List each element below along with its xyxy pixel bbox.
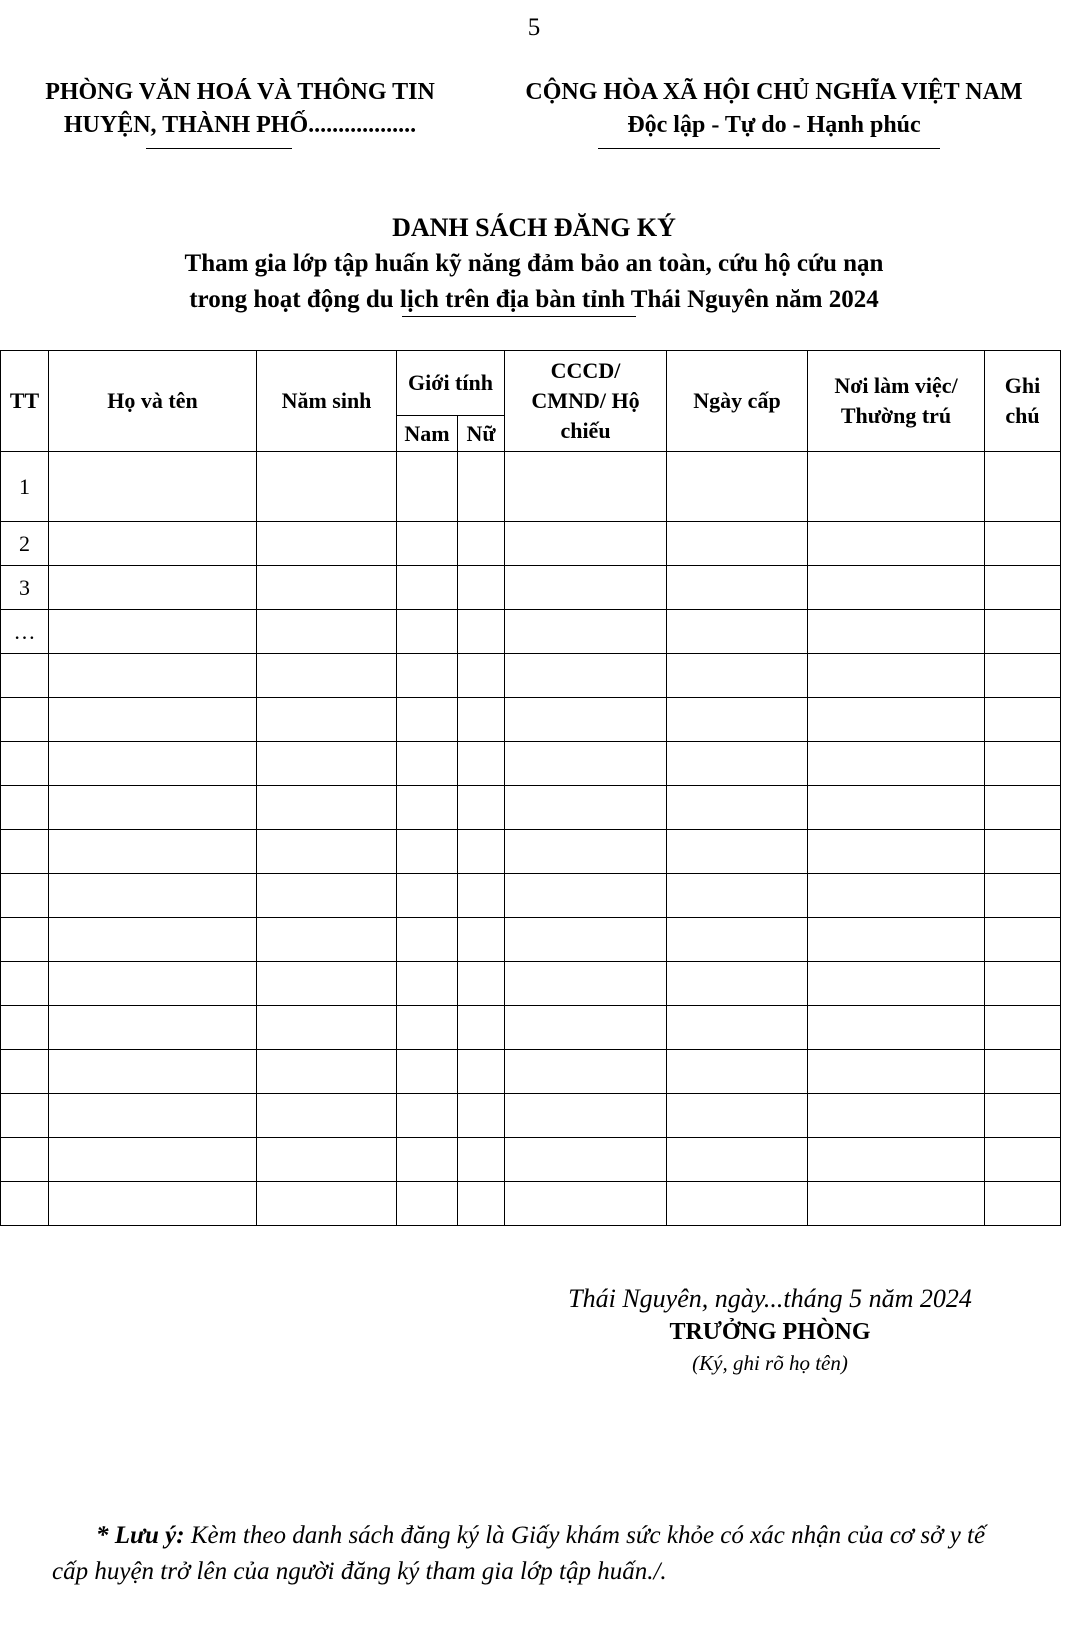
table-cell <box>985 830 1061 874</box>
signature-title: TRƯỞNG PHÒNG <box>669 1319 871 1345</box>
table-cell <box>458 874 505 918</box>
table-cell <box>808 654 985 698</box>
table-cell <box>667 874 808 918</box>
table-cell <box>257 1138 397 1182</box>
table-cell <box>257 962 397 1006</box>
table-cell <box>458 610 505 654</box>
table-cell <box>397 522 458 566</box>
table-cell <box>49 742 257 786</box>
table-cell <box>505 1006 667 1050</box>
table-cell <box>257 786 397 830</box>
title-underline <box>402 316 636 317</box>
agency-underline <box>146 148 292 149</box>
table-cell <box>667 962 808 1006</box>
table-cell <box>397 962 458 1006</box>
table-cell <box>985 1050 1061 1094</box>
table-cell <box>985 874 1061 918</box>
footnote-text: Kèm theo danh sách đăng ký là Giấy khám sức khỏe có xác nhận của cơ sở y tế cấp huyện trở lên của người đăng ký tham gia lớp tập huấn./. <box>52 1522 986 1585</box>
table-cell <box>397 1094 458 1138</box>
table-cell <box>49 874 257 918</box>
table-cell <box>505 742 667 786</box>
table-cell <box>505 698 667 742</box>
row-number <box>1 698 49 742</box>
footnote-lead: * Lưu ý: <box>96 1522 185 1549</box>
table-cell <box>49 1138 257 1182</box>
table-cell <box>985 918 1061 962</box>
table-cell <box>397 1006 458 1050</box>
table-cell <box>667 452 808 522</box>
table-cell <box>257 1094 397 1138</box>
table-cell <box>808 1006 985 1050</box>
table-cell <box>808 1182 985 1226</box>
footnote <box>52 1518 1012 1590</box>
table-row <box>1 874 1061 918</box>
table-cell <box>667 1094 808 1138</box>
table-cell <box>458 1006 505 1050</box>
table-cell <box>808 742 985 786</box>
row-number <box>1 830 49 874</box>
table-cell <box>667 1182 808 1226</box>
row-number: 2 <box>1 522 49 566</box>
table-cell <box>257 698 397 742</box>
table-row <box>1 962 1061 1006</box>
table-cell <box>49 830 257 874</box>
header-workplace-line-1: Nơi làm việc/ <box>834 373 958 398</box>
table-row <box>1 742 1061 786</box>
table-row <box>1 522 1061 566</box>
table-cell <box>505 452 667 522</box>
header-birth-year: Năm sinh <box>257 351 397 452</box>
table-row <box>1 830 1061 874</box>
table-cell <box>808 1138 985 1182</box>
table-cell <box>505 918 667 962</box>
table-row <box>1 1094 1061 1138</box>
table-cell <box>397 830 458 874</box>
table-cell <box>257 874 397 918</box>
table-cell <box>397 742 458 786</box>
table-cell <box>397 874 458 918</box>
table-cell <box>808 874 985 918</box>
table-cell <box>458 566 505 610</box>
table-cell <box>808 918 985 962</box>
header-issue-date: Ngày cấp <box>667 351 808 452</box>
table-cell <box>667 654 808 698</box>
table-cell <box>667 698 808 742</box>
table-cell <box>458 786 505 830</box>
row-number <box>1 1050 49 1094</box>
table-cell <box>49 786 257 830</box>
header-id-line-3: chiếu <box>560 418 611 443</box>
row-number <box>1 1138 49 1182</box>
table-cell <box>49 1094 257 1138</box>
table-cell <box>49 610 257 654</box>
agency-line-2: HUYỆN, THÀNH PHỐ.................. <box>63 112 417 138</box>
table-row <box>1 1006 1061 1050</box>
header-id-number <box>505 351 667 452</box>
signature-date: Thái Nguyên, ngày...tháng 5 năm 2024 <box>568 1284 972 1313</box>
table-cell <box>667 786 808 830</box>
table-cell <box>667 610 808 654</box>
table-cell <box>458 698 505 742</box>
table-cell <box>458 1094 505 1138</box>
table-cell <box>257 742 397 786</box>
table-cell <box>808 698 985 742</box>
table-cell <box>257 1182 397 1226</box>
row-number: … <box>1 610 49 654</box>
national-heading <box>482 76 1066 142</box>
table-cell <box>808 1050 985 1094</box>
header-note-line-2: chú <box>1005 403 1040 428</box>
table-row <box>1 698 1061 742</box>
table-cell <box>49 1182 257 1226</box>
national-motto: Độc lập - Tự do - Hạnh phúc <box>627 112 921 138</box>
table-row <box>1 654 1061 698</box>
header-note-line-1: Ghi <box>1004 373 1041 398</box>
table-cell <box>458 962 505 1006</box>
signature-note: (Ký, ghi rõ họ tên) <box>692 1351 848 1375</box>
table-cell <box>985 566 1061 610</box>
table-cell <box>667 830 808 874</box>
table-cell <box>397 1138 458 1182</box>
table-cell <box>505 1138 667 1182</box>
table-cell <box>505 786 667 830</box>
document-title <box>0 210 1068 318</box>
table-cell <box>257 1050 397 1094</box>
table-cell <box>667 522 808 566</box>
table-cell <box>985 654 1061 698</box>
table-cell <box>257 918 397 962</box>
table-cell <box>808 610 985 654</box>
table-row <box>1 918 1061 962</box>
table-cell <box>505 566 667 610</box>
signature-block <box>520 1282 1020 1378</box>
table-cell <box>505 654 667 698</box>
table-row <box>1 566 1061 610</box>
table-cell <box>808 452 985 522</box>
table-cell <box>505 1182 667 1226</box>
table-cell <box>985 1138 1061 1182</box>
header-male: Nam <box>397 416 458 452</box>
table-cell <box>257 566 397 610</box>
table-cell <box>397 610 458 654</box>
table-cell <box>505 522 667 566</box>
table-cell <box>49 566 257 610</box>
agency-line-1: PHÒNG VĂN HOÁ VÀ THÔNG TIN <box>45 79 435 105</box>
table-cell <box>808 1094 985 1138</box>
header-tt: TT <box>1 351 49 452</box>
table-cell <box>505 874 667 918</box>
table-cell <box>667 1050 808 1094</box>
table-cell <box>458 654 505 698</box>
table-cell <box>257 452 397 522</box>
table-cell <box>505 610 667 654</box>
table-row <box>1 1182 1061 1226</box>
table-cell <box>49 522 257 566</box>
table-cell <box>985 522 1061 566</box>
table-body <box>1 452 1061 1226</box>
header-note <box>985 351 1061 452</box>
row-number <box>1 1182 49 1226</box>
table-cell <box>49 452 257 522</box>
table-cell <box>458 1182 505 1226</box>
table-cell <box>458 452 505 522</box>
table-row <box>1 1050 1061 1094</box>
table-cell <box>458 918 505 962</box>
table-row <box>1 452 1061 522</box>
table-cell <box>505 830 667 874</box>
table-cell <box>257 610 397 654</box>
table-cell <box>397 566 458 610</box>
table-row <box>1 610 1061 654</box>
row-number: 1 <box>1 452 49 522</box>
table-cell <box>397 698 458 742</box>
table-cell <box>49 654 257 698</box>
table-cell <box>397 918 458 962</box>
table-cell <box>985 742 1061 786</box>
table-cell <box>985 1182 1061 1226</box>
table-cell <box>808 830 985 874</box>
header-gender: Giới tính <box>397 351 505 416</box>
table-cell <box>667 1138 808 1182</box>
row-number <box>1 1094 49 1138</box>
page-number: 5 <box>527 14 541 41</box>
row-number <box>1 962 49 1006</box>
row-number <box>1 742 49 786</box>
table-cell <box>458 1050 505 1094</box>
table-cell <box>985 1094 1061 1138</box>
table-cell <box>257 830 397 874</box>
header-workplace-line-2: Thường trú <box>840 403 952 428</box>
table-cell <box>667 742 808 786</box>
table-cell <box>808 522 985 566</box>
table-row <box>1 786 1061 830</box>
table-cell <box>505 1050 667 1094</box>
table-cell <box>505 962 667 1006</box>
table-cell <box>458 522 505 566</box>
motto-underline <box>598 148 940 149</box>
issuing-agency <box>4 76 476 142</box>
table-cell <box>458 830 505 874</box>
table-cell <box>49 698 257 742</box>
table-cell <box>397 654 458 698</box>
table-cell <box>397 1182 458 1226</box>
registration-table <box>0 350 1061 1226</box>
table-cell <box>808 962 985 1006</box>
title-main: DANH SÁCH ĐĂNG KÝ <box>392 213 676 242</box>
table-cell <box>397 786 458 830</box>
header-id-line-1: CCCD/ <box>550 358 621 383</box>
table-cell <box>808 786 985 830</box>
country-name: CỘNG HÒA XÃ HỘI CHỦ NGHĨA VIỆT NAM <box>525 79 1023 105</box>
table-cell <box>397 1050 458 1094</box>
table-cell <box>667 566 808 610</box>
title-sub-line-2: trong hoạt động du lịch trên địa bàn tỉnh Thái Nguyên năm 2024 <box>189 286 879 313</box>
row-number: 3 <box>1 566 49 610</box>
table-cell <box>808 566 985 610</box>
table-cell <box>49 962 257 1006</box>
table-cell <box>985 610 1061 654</box>
table-cell <box>397 452 458 522</box>
table-cell <box>985 786 1061 830</box>
header-female: Nữ <box>458 416 505 452</box>
title-sub-line-1: Tham gia lớp tập huấn kỹ năng đảm bảo an toàn, cứu hộ cứu nạn <box>184 250 884 277</box>
row-number <box>1 918 49 962</box>
table-cell <box>505 1094 667 1138</box>
table-cell <box>458 1138 505 1182</box>
table-cell <box>49 1050 257 1094</box>
table-cell <box>257 522 397 566</box>
table-cell <box>257 654 397 698</box>
row-number <box>1 654 49 698</box>
row-number <box>1 874 49 918</box>
table-cell <box>458 742 505 786</box>
table-cell <box>257 1006 397 1050</box>
table-cell <box>985 698 1061 742</box>
header-id-line-2: CMND/ Hộ <box>531 388 640 413</box>
table-row <box>1 1138 1061 1182</box>
header-name: Họ và tên <box>49 351 257 452</box>
table-cell <box>985 962 1061 1006</box>
table-cell <box>985 452 1061 522</box>
table-cell <box>49 1006 257 1050</box>
table-cell <box>667 1006 808 1050</box>
table-cell <box>985 1006 1061 1050</box>
table-cell <box>49 918 257 962</box>
header-workplace <box>808 351 985 452</box>
table-cell <box>667 918 808 962</box>
row-number <box>1 786 49 830</box>
row-number <box>1 1006 49 1050</box>
